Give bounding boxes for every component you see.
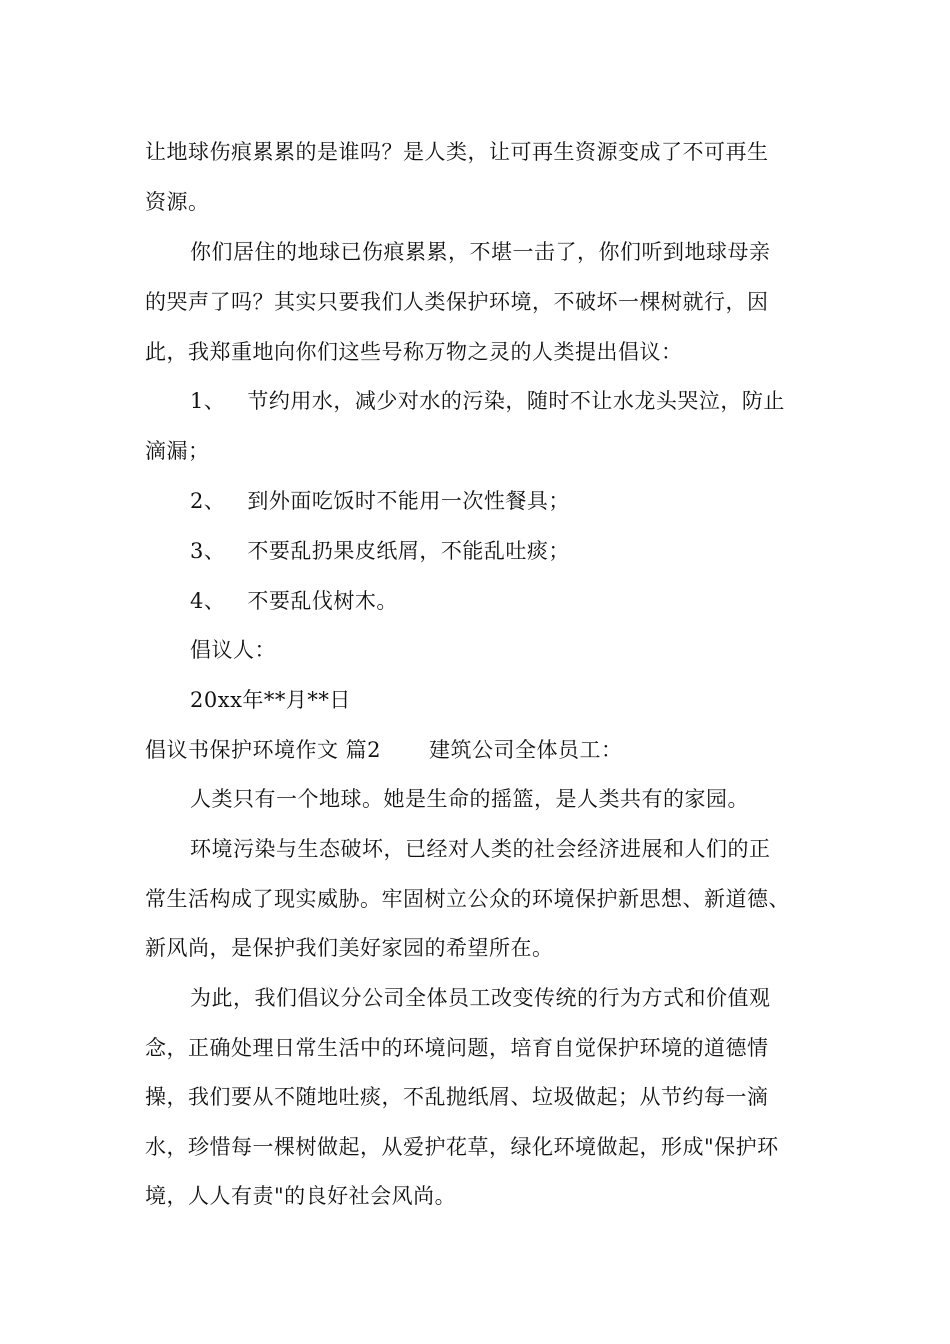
signer-label: 倡议人： [190,638,276,662]
section-heading [145,735,623,765]
paragraph-line: 为此，我们倡议分公司全体员工改变传统的行为方式和价值观 [190,986,771,1010]
paragraph-line: 此，我郑重地向你们这些号称万物之灵的人类提出倡议： [145,340,683,364]
paragraph-line: 新风尚，是保护我们美好家园的希望所在。 [145,936,554,960]
paragraph-line: 让地球伤痕累累的是谁吗？是人类，让可再生资源变成了不可再生 [145,140,769,164]
paragraph-line: 人类只有一个地球。她是生命的摇篮，是人类共有的家园。 [190,787,749,811]
paragraph-line: 念，正确处理日常生活中的环境问题，培育自觉保护环境的道德情 [145,1036,769,1060]
paragraph-line: 资源。 [145,190,210,214]
list-item-text: 节约用水，减少对水的污染，随时不让水龙头哭泣，防止 [247,389,785,413]
list-item [190,386,785,416]
paragraph-line: 的哭声了吗？其实只要我们人类保护环境，不破坏一棵树就行，因 [145,290,769,314]
list-item [190,586,398,616]
list-item-number: 3、 [190,539,226,563]
heading-title: 倡议书保护环境作文 篇2 [145,738,382,762]
list-item-number: 2、 [190,489,226,513]
list-item-text: 不要乱伐树木。 [247,589,398,613]
list-item-text: 到外面吃饭时不能用一次性餐具； [247,489,570,513]
date-line: 20xx年**月**日 [190,688,351,712]
paragraph-line: 水，珍惜每一棵树做起，从爱护花草，绿化环境做起，形成"保护环 [145,1135,779,1159]
heading-recipient: 建筑公司全体员工： [429,738,623,762]
list-item [190,486,570,516]
paragraph-line: 操，我们要从不随地吐痰，不乱抛纸屑、垃圾做起；从节约每一滴 [145,1085,769,1109]
list-item-number: 4、 [190,589,226,613]
paragraph-line: 你们居住的地球已伤痕累累，不堪一击了，你们听到地球母亲 [190,240,771,264]
list-item-continuation: 滴漏； [145,439,210,463]
paragraph-line: 境，人人有责"的良好社会风尚。 [145,1184,457,1208]
list-item [190,536,570,566]
list-item-number: 1、 [190,389,226,413]
paragraph-line: 环境污染与生态破坏，已经对人类的社会经济进展和人们的正 [190,837,771,861]
list-item-text: 不要乱扔果皮纸屑，不能乱吐痰； [247,539,570,563]
paragraph-line: 常生活构成了现实威胁。牢固树立公众的环境保护新思想、新道德、 [145,887,790,911]
